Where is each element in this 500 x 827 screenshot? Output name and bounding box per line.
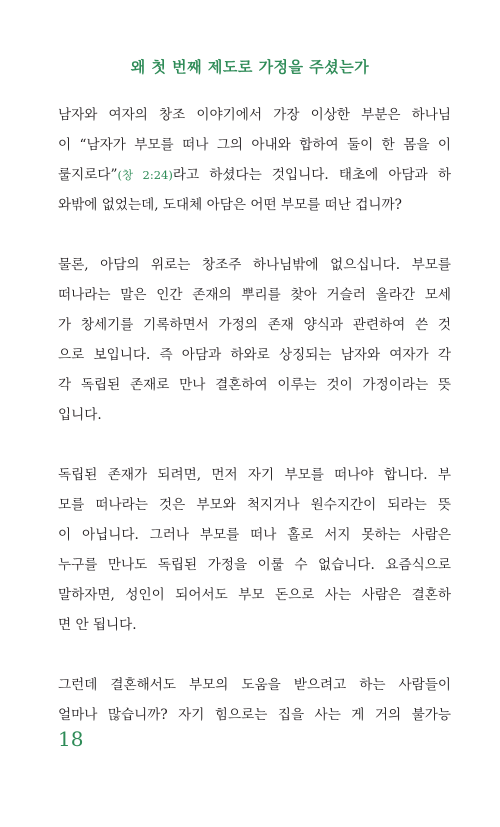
paragraph-gap (58, 640, 451, 670)
paragraph-1-line-2: 이 “남자가 부모를 떠나 그의 아내와 합하여 둘이 한 몸을 이 (58, 137, 451, 153)
paragraph-2-line-6: 입니다. (58, 407, 102, 423)
paragraph-3-line-4: 누구를 만나도 독립된 가정을 이룰 수 없습니다. 요즘식으로 (58, 557, 451, 573)
scripture-reference: (창 2:24) (117, 168, 173, 182)
page-number: 18 (58, 727, 84, 751)
paragraph-4-line-1: 그런데 결혼해서도 부모의 도움을 받으려고 하는 사람들이 (58, 677, 451, 693)
paragraph-gap (58, 220, 451, 250)
quote-end: 룰지로다” (58, 167, 118, 183)
paragraph-3-line-5: 말하자면, 성인이 되어서도 부모 돈으로 사는 사람은 결혼하 (58, 587, 451, 603)
body-text (58, 100, 451, 730)
paragraph-gap (58, 430, 451, 460)
paragraph-1-line-1: 남자와 여자의 창조 이야기에서 가장 이상한 부분은 하나님 (58, 107, 451, 123)
paragraph-3-line-3: 이 아닙니다. 그러나 부모를 떠나 홀로 서지 못하는 사람은 (58, 527, 451, 543)
paragraph-4-line-2: 얼마나 많습니까? 자기 힘으로는 집을 사는 게 거의 불가능 (58, 707, 451, 723)
paragraph-2-line-1: 물론, 아담의 위로는 창조주 하나님밖에 없으십니다. 부모를 (58, 257, 451, 273)
paragraph-3-line-6: 면 안 됩니다. (58, 617, 137, 633)
paragraph-3-line-2: 모를 떠나라는 것은 부모와 척지거나 원수지간이 되라는 뜻 (58, 497, 451, 513)
paragraph-3-line-1: 독립된 존재가 되려면, 먼저 자기 부모를 떠나야 합니다. 부 (58, 467, 451, 483)
section-heading: 왜 첫 번째 제도로 가정을 주셨는가 (130, 58, 370, 76)
paragraph-2-line-4: 으로 보입니다. 즉 아담과 하와로 상징되는 남자와 여자가 각 (58, 347, 451, 363)
paragraph-1-line-3 (58, 160, 451, 190)
paragraph-2-line-5: 각 독립된 존재로 만나 결혼하여 이루는 것이 가정이라는 뜻 (58, 377, 451, 393)
paragraph-1-line-4: 와밖에 없었는데, 도대체 아담은 어떤 부모를 떠난 겁니까? (58, 197, 402, 213)
paragraph-2-line-2: 떠나라는 말은 인간 존재의 뿌리를 찾아 거슬러 올라간 모세 (58, 287, 451, 303)
paragraph-2-line-3: 가 창세기를 기록하면서 가정의 존재 양식과 관련하여 쓴 것 (58, 317, 451, 333)
line-rest: 라고 하셨다는 것입니다. 태초에 아담과 하 (172, 167, 451, 183)
